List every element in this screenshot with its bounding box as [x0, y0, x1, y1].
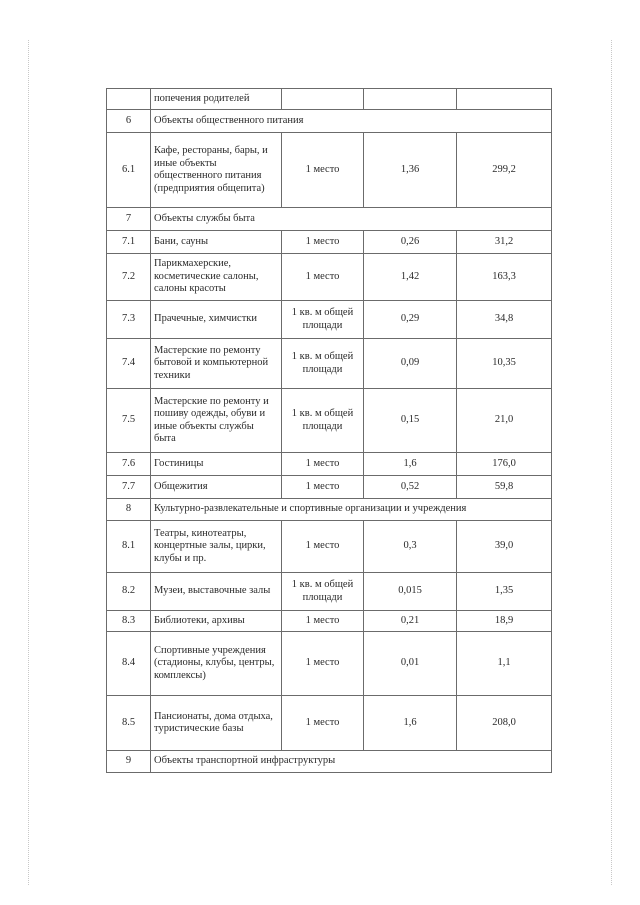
coefficient-value: 0,29 [364, 301, 457, 339]
total-value: 39,0 [457, 521, 552, 573]
table-row [107, 476, 552, 499]
scan-left-edge [28, 40, 29, 885]
total-value [457, 89, 552, 110]
section-row [107, 110, 552, 133]
row-number: 8.1 [107, 521, 151, 573]
object-name: Прачечные, химчистки [151, 301, 282, 339]
table-row [107, 231, 552, 254]
section-number: 9 [107, 751, 151, 773]
table-row [107, 521, 552, 573]
total-value: 1,35 [457, 573, 552, 611]
total-value: 176,0 [457, 453, 552, 476]
section-number: 8 [107, 499, 151, 521]
total-value: 299,2 [457, 133, 552, 208]
section-row [107, 208, 552, 231]
table-row [107, 133, 552, 208]
object-name: Мастерские по ремонту и пошиву одежды, обуви и иные объекты службы быта [151, 389, 282, 453]
coefficient-value: 0,09 [364, 339, 457, 389]
coefficient-value: 1,6 [364, 696, 457, 751]
table-row [107, 301, 552, 339]
unit-of-measure: 1 место [282, 453, 364, 476]
row-number: 7.7 [107, 476, 151, 499]
object-name: Пансионаты, дома отдыха, туристические базы [151, 696, 282, 751]
table-row [107, 611, 552, 632]
unit-of-measure: 1 место [282, 476, 364, 499]
unit-of-measure [282, 89, 364, 110]
object-name: Гостиницы [151, 453, 282, 476]
coefficient-value [364, 89, 457, 110]
coefficient-value: 0,01 [364, 632, 457, 696]
row-number: 7.2 [107, 254, 151, 301]
table-row [107, 339, 552, 389]
section-number: 6 [107, 110, 151, 133]
object-name: Общежития [151, 476, 282, 499]
total-value: 18,9 [457, 611, 552, 632]
coefficient-value: 0,15 [364, 389, 457, 453]
table-row [107, 453, 552, 476]
object-name: Бани, сауны [151, 231, 282, 254]
total-value: 59,8 [457, 476, 552, 499]
object-name: Мастерские по ремонту бытовой и компьютерной техники [151, 339, 282, 389]
unit-of-measure: 1 место [282, 254, 364, 301]
object-name: Спортивные учреждения (стадионы, клубы, центры, комплексы) [151, 632, 282, 696]
table-row [107, 632, 552, 696]
coefficient-value: 1,42 [364, 254, 457, 301]
row-number [107, 89, 151, 110]
coefficient-value: 1,6 [364, 453, 457, 476]
unit-of-measure: 1 место [282, 231, 364, 254]
coefficient-value: 0,3 [364, 521, 457, 573]
section-title: Культурно-развлекательные и спортивные организации и учреждения [151, 499, 552, 521]
object-name: попечения родителей [151, 89, 282, 110]
total-value: 31,2 [457, 231, 552, 254]
row-number: 8.4 [107, 632, 151, 696]
coefficient-value: 0,52 [364, 476, 457, 499]
coefficient-value: 0,26 [364, 231, 457, 254]
row-number: 6.1 [107, 133, 151, 208]
unit-of-measure: 1 кв. м общей площади [282, 573, 364, 611]
coefficient-value: 1,36 [364, 133, 457, 208]
section-title: Объекты службы быта [151, 208, 552, 231]
unit-of-measure: 1 место [282, 696, 364, 751]
unit-of-measure: 1 кв. м общей площади [282, 339, 364, 389]
unit-of-measure: 1 место [282, 611, 364, 632]
scan-right-edge [611, 40, 612, 885]
object-name: Театры, кинотеатры, концертные залы, цирки, клубы и пр. [151, 521, 282, 573]
unit-of-measure: 1 место [282, 133, 364, 208]
table-row [107, 89, 552, 110]
row-number: 8.3 [107, 611, 151, 632]
section-title: Объекты общественного питания [151, 110, 552, 133]
coefficient-value: 0,015 [364, 573, 457, 611]
norms-table [106, 88, 552, 773]
total-value: 10,35 [457, 339, 552, 389]
object-name: Музеи, выставочные залы [151, 573, 282, 611]
table-row [107, 389, 552, 453]
section-title: Объекты транспортной инфраструктуры [151, 751, 552, 773]
object-name: Кафе, рестораны, бары, и иные объекты общественного питания (предприятия общепита) [151, 133, 282, 208]
total-value: 21,0 [457, 389, 552, 453]
row-number: 8.2 [107, 573, 151, 611]
total-value: 208,0 [457, 696, 552, 751]
row-number: 8.5 [107, 696, 151, 751]
section-row [107, 499, 552, 521]
table-row [107, 254, 552, 301]
unit-of-measure: 1 место [282, 521, 364, 573]
table-row [107, 573, 552, 611]
section-row [107, 751, 552, 773]
row-number: 7.4 [107, 339, 151, 389]
unit-of-measure: 1 место [282, 632, 364, 696]
table-row [107, 696, 552, 751]
row-number: 7.1 [107, 231, 151, 254]
unit-of-measure: 1 кв. м общей площади [282, 389, 364, 453]
object-name: Парикмахерские, косметические салоны, салоны красоты [151, 254, 282, 301]
total-value: 1,1 [457, 632, 552, 696]
row-number: 7.5 [107, 389, 151, 453]
unit-of-measure: 1 кв. м общей площади [282, 301, 364, 339]
section-number: 7 [107, 208, 151, 231]
object-name: Библиотеки, архивы [151, 611, 282, 632]
row-number: 7.6 [107, 453, 151, 476]
total-value: 34,8 [457, 301, 552, 339]
norms-table-body [107, 89, 552, 773]
row-number: 7.3 [107, 301, 151, 339]
total-value: 163,3 [457, 254, 552, 301]
coefficient-value: 0,21 [364, 611, 457, 632]
